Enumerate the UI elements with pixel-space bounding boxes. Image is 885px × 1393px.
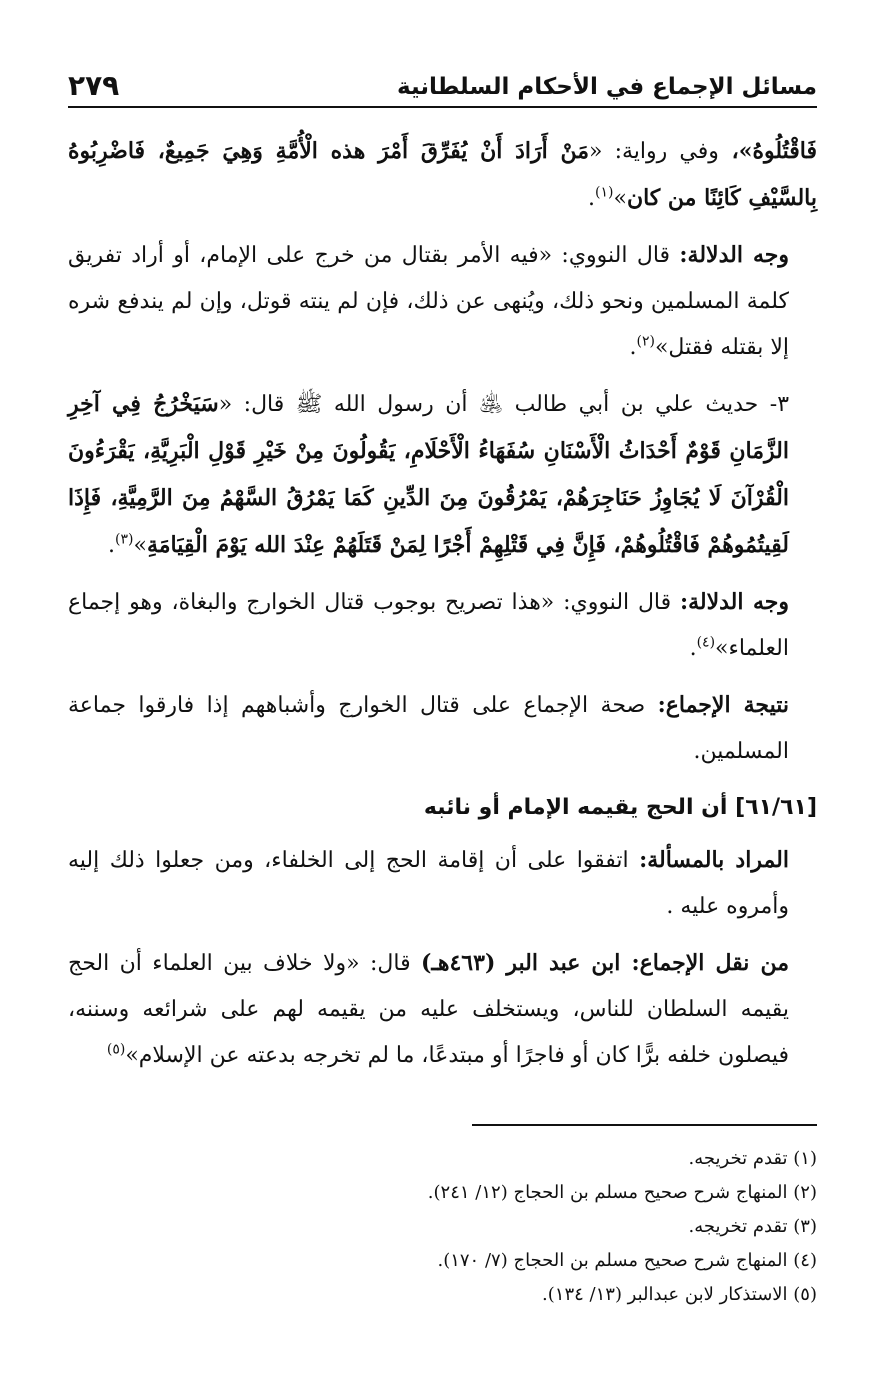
paragraph-text: قال النووي: «فيه الأمر بقتال من خرج على الإمام، أو أراد تفريق كلمة المسلمين ونحو ذلك، ويُنهى عن ذلك، فإن لم ينته قوتل، وإن لم يندفع شره إلا بقتله فقتل»	[68, 243, 789, 360]
footnote-item: (٣) تقدم تخريجه.	[688, 1216, 817, 1237]
paragraph-consensus-result	[68, 682, 817, 775]
footnote-item: (٤) المنهاج شرح صحيح مسلم بن الحجاج (٧/ ١٧٠).	[437, 1250, 817, 1271]
footnote-ref: (٥)	[106, 1041, 126, 1058]
paragraph-evidence-2	[68, 579, 817, 672]
page-number: ٢٧٩	[68, 69, 120, 102]
paragraph-text: قال: «ولا خلاف بين العلماء أن الحج يقيمه السلطان للناس، ويستخلف عليه من يقيمه لهم على شرائعه وسننه، فيصلون خلفه برًّا كان أو فاجرًا أو مبتدعًا، ما لم تخرجه بدعته عن الإسلام»	[68, 951, 789, 1068]
paragraph-hadith-continuation	[68, 128, 817, 222]
paragraph-issue-meaning	[68, 837, 817, 930]
hadith-text: سَيَخْرُجُ فِي آخِرِ الزَّمَانِ قَوْمٌ أَحْدَاثُ الْأَسْنَانِ سُفَهَاءُ الْأَحْلَامِ، يَقُولُونَ مِنْ خَيْرِ قَوْلِ الْبَرِيَّةِ، يَقْرَءُونَ الْقُرْآنَ لَا يُجَاوِزُ حَنَاجِرَهُمْ، يَمْرُقُونَ مِنَ الدِّينِ كَمَا يَمْرُقُ السَّهْمُ مِنَ الرَّمِيَّةِ، فَإِذَا لَقِيتُمُوهُمْ فَاقْتُلُوهُمْ، فَإِنَّ فِي قَتْلِهِمْ أَجْرًا لِمَنْ قَتَلَهُمْ عِنْدَ الله يَوْمَ الْقِيَامَةِ	[68, 391, 789, 558]
section-label: المراد بالمسألة:	[639, 847, 789, 873]
paragraph-text: وفي رواية: «	[589, 139, 719, 164]
scholar-name: ابن عبد البر (٤٦٣هـ)	[421, 950, 632, 976]
section-label: نتيجة الإجماع:	[657, 692, 790, 718]
issue-heading: [٦١/٦١] أن الحج يقيمه الإمام أو نائبه	[423, 795, 817, 820]
paragraph-text: صحة الإجماع على قتال الخوارج وأشباههم إذا فارقوا جماعة المسلمين.	[68, 693, 789, 764]
section-label: من نقل الإجماع:	[631, 950, 789, 976]
hadith-text: مَنْ أَرَادَ أَنْ يُفَرِّقَ أَمْرَ هذه الْأُمَّةِ وَهِيَ جَمِيعٌ، فَاضْرِبُوهُ بِالسَّيْفِ كَائِنًا من كان	[68, 138, 817, 211]
hadith-text: فَاقْتُلُوهُ»،	[718, 138, 817, 164]
paragraph-text: اتفقوا على أن إقامة الحج إلى الخلفاء، ومن جعلوا ذلك إليه وأمروه عليه .	[68, 848, 789, 919]
footnote-ref: (٣)	[115, 531, 134, 548]
section-label: وجه الدلالة:	[679, 242, 789, 268]
period: .	[588, 186, 595, 211]
footnote-ref: (١)	[595, 184, 614, 201]
paragraph-hadith-3	[68, 381, 817, 569]
closing-quote: »	[133, 533, 147, 558]
footnote-item: (٢) المنهاج شرح صحيح مسلم بن الحجاج (١٢/ ٢٤١).	[427, 1182, 817, 1203]
period: .	[689, 636, 697, 661]
closing-quote: »	[613, 186, 627, 211]
period: .	[108, 533, 116, 558]
footnote-ref: (٤)	[696, 634, 716, 651]
footnote-ref: (٢)	[636, 333, 655, 350]
page-header	[68, 66, 817, 108]
paragraph-text: قال النووي: «هذا تصريح بوجوب قتال الخوارج والبغاة، وهو إجماع العلماء»	[68, 590, 789, 661]
footnote-item: (١) تقدم تخريجه.	[688, 1148, 817, 1169]
section-label: وجه الدلالة:	[679, 589, 789, 615]
paragraph-text: ٣- حديث علي بن أبي طالب ﵁ أن رسول الله ﷺ قال: «	[218, 392, 790, 417]
footnote-divider	[472, 1124, 817, 1126]
footnotes	[68, 1142, 817, 1312]
paragraph-evidence-1	[68, 232, 817, 371]
main-text	[68, 128, 817, 1089]
running-title: مسائل الإجماع في الأحكام السلطانية	[397, 74, 817, 100]
period: .	[629, 335, 637, 360]
paragraph-consensus-source	[68, 940, 817, 1079]
footnote-item: (٥) الاستذكار لابن عبدالبر (١٣/ ١٣٤).	[542, 1284, 817, 1305]
